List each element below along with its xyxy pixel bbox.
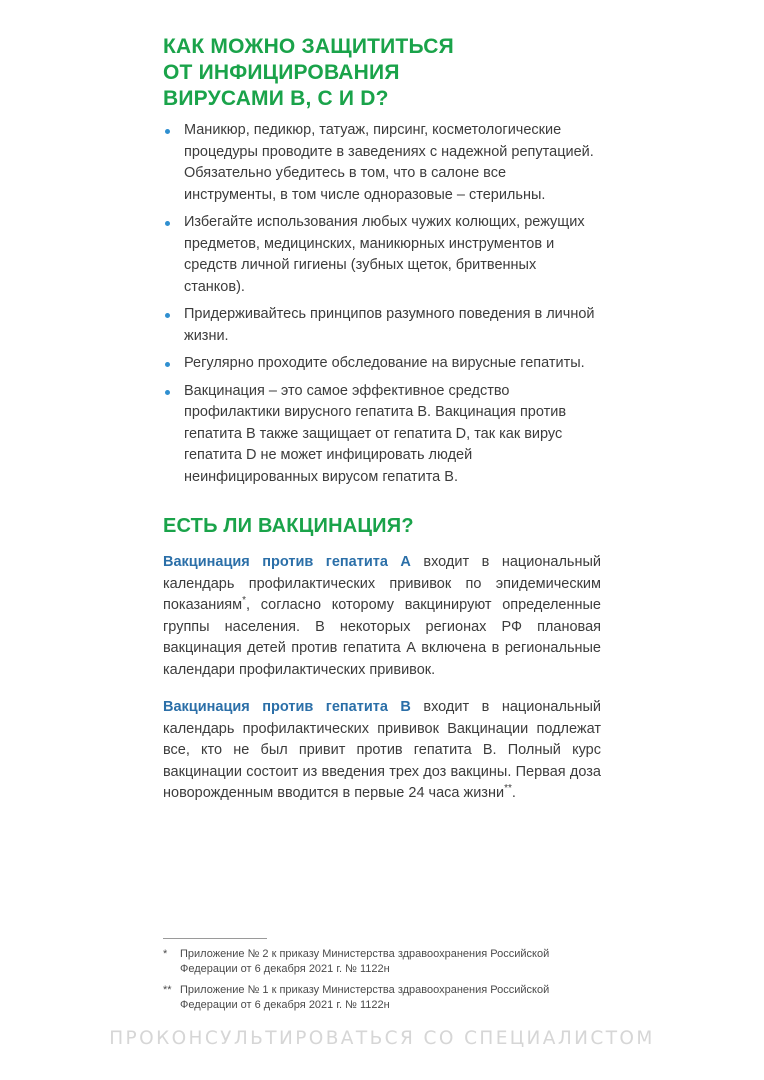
footnote-mark: * (163, 948, 168, 960)
heading-line-3: ВИРУСАМИ B, C И D? (163, 87, 389, 110)
protection-bullet-list (163, 120, 601, 488)
footnote-mark: ** (163, 984, 172, 996)
list-item (163, 304, 601, 347)
bullet-text: Придерживайтесь принципов разумного поведения в личной жизни. (184, 306, 595, 344)
section-protection-heading (163, 34, 601, 112)
heading-line-1: КАК МОЖНО ЗАЩИТИТЬСЯ (163, 35, 454, 58)
paragraph-lead: Вакцинация против гепатита А (163, 554, 411, 570)
bullet-text: Вакцинация – это самое эффективное средство профилактики вирусного гепатита B. Вакцинация против гепатита B также защищает от гепатита D, так как вирус гепатита D не может инфицировать людей неинфицированных вирусом гепатита B. (184, 382, 567, 485)
paragraph-text: входит в национальный календарь профилактических прививок Вакцинации подлежат все, кто не был привит против гепатита B. Полный курс вакцинации состоит из введения трех доз вакцины. Первая доза новорожденным вводится в первые 24 часа жизни (163, 699, 601, 801)
paragraph-text-tail: . (511, 785, 516, 801)
list-item (163, 120, 601, 206)
footnote-item (163, 983, 601, 1013)
paragraph-text: входит в национальный календарь профилактических прививок по эпидемическим показаниям (163, 554, 601, 613)
footnote-text: Приложение № 2 к приказу Министерства здравоохранения Российской Федерации от 6 декабря 2021 г. № 1122н (180, 948, 550, 975)
paragraph-lead: Вакцинация против гепатита В (163, 699, 411, 715)
section-vaccination-heading: ЕСТЬ ЛИ ВАКЦИНАЦИЯ? (163, 515, 414, 537)
footnotes-block (163, 938, 601, 1019)
footnote-item (163, 947, 601, 977)
list-item (163, 353, 601, 375)
paragraph-hepatitis-b (163, 697, 601, 805)
bullet-text: Регулярно проходите обследование на вирусные гепатиты. (184, 355, 585, 371)
list-item (163, 381, 601, 489)
paragraph-hepatitis-a (163, 552, 601, 681)
bullet-text: Маникюр, педикюр, татуаж, пирсинг, косметологические процедуры проводите в заведениях с надежной репутацией. Обязательно убедитесь в том, что в салоне все инструменты, в том числе одноразовые – стерильны. (184, 122, 594, 203)
footnote-marker: ** (504, 783, 512, 795)
bullet-text: Избегайте использования любых чужих колющих, режущих предметов, медицинских, маникюрных инструментов и средств личной гигиены (зубных щеток, бритвенных станков). (184, 214, 585, 295)
footnote-marker: * (242, 595, 247, 607)
list-item (163, 212, 601, 298)
footer-strapline: ПРОКОНСУЛЬТИРОВАТЬСЯ СО СПЕЦИАЛИСТОМ (109, 1028, 655, 1049)
heading-line-2: ОТ ИНФИЦИРОВАНИЯ (163, 61, 400, 84)
footnote-text: Приложение № 1 к приказу Министерства здравоохранения Российской Федерации от 6 декабря 2021 г. № 1122н (180, 984, 550, 1011)
footnote-divider (163, 938, 267, 939)
paragraph-text-tail: , согласно которому вакцинируют определенные группы населения. В некоторых регионах РФ плановая вакцинация детей против гепатита А включена в региональные календари профилактических прививок. (163, 597, 601, 678)
